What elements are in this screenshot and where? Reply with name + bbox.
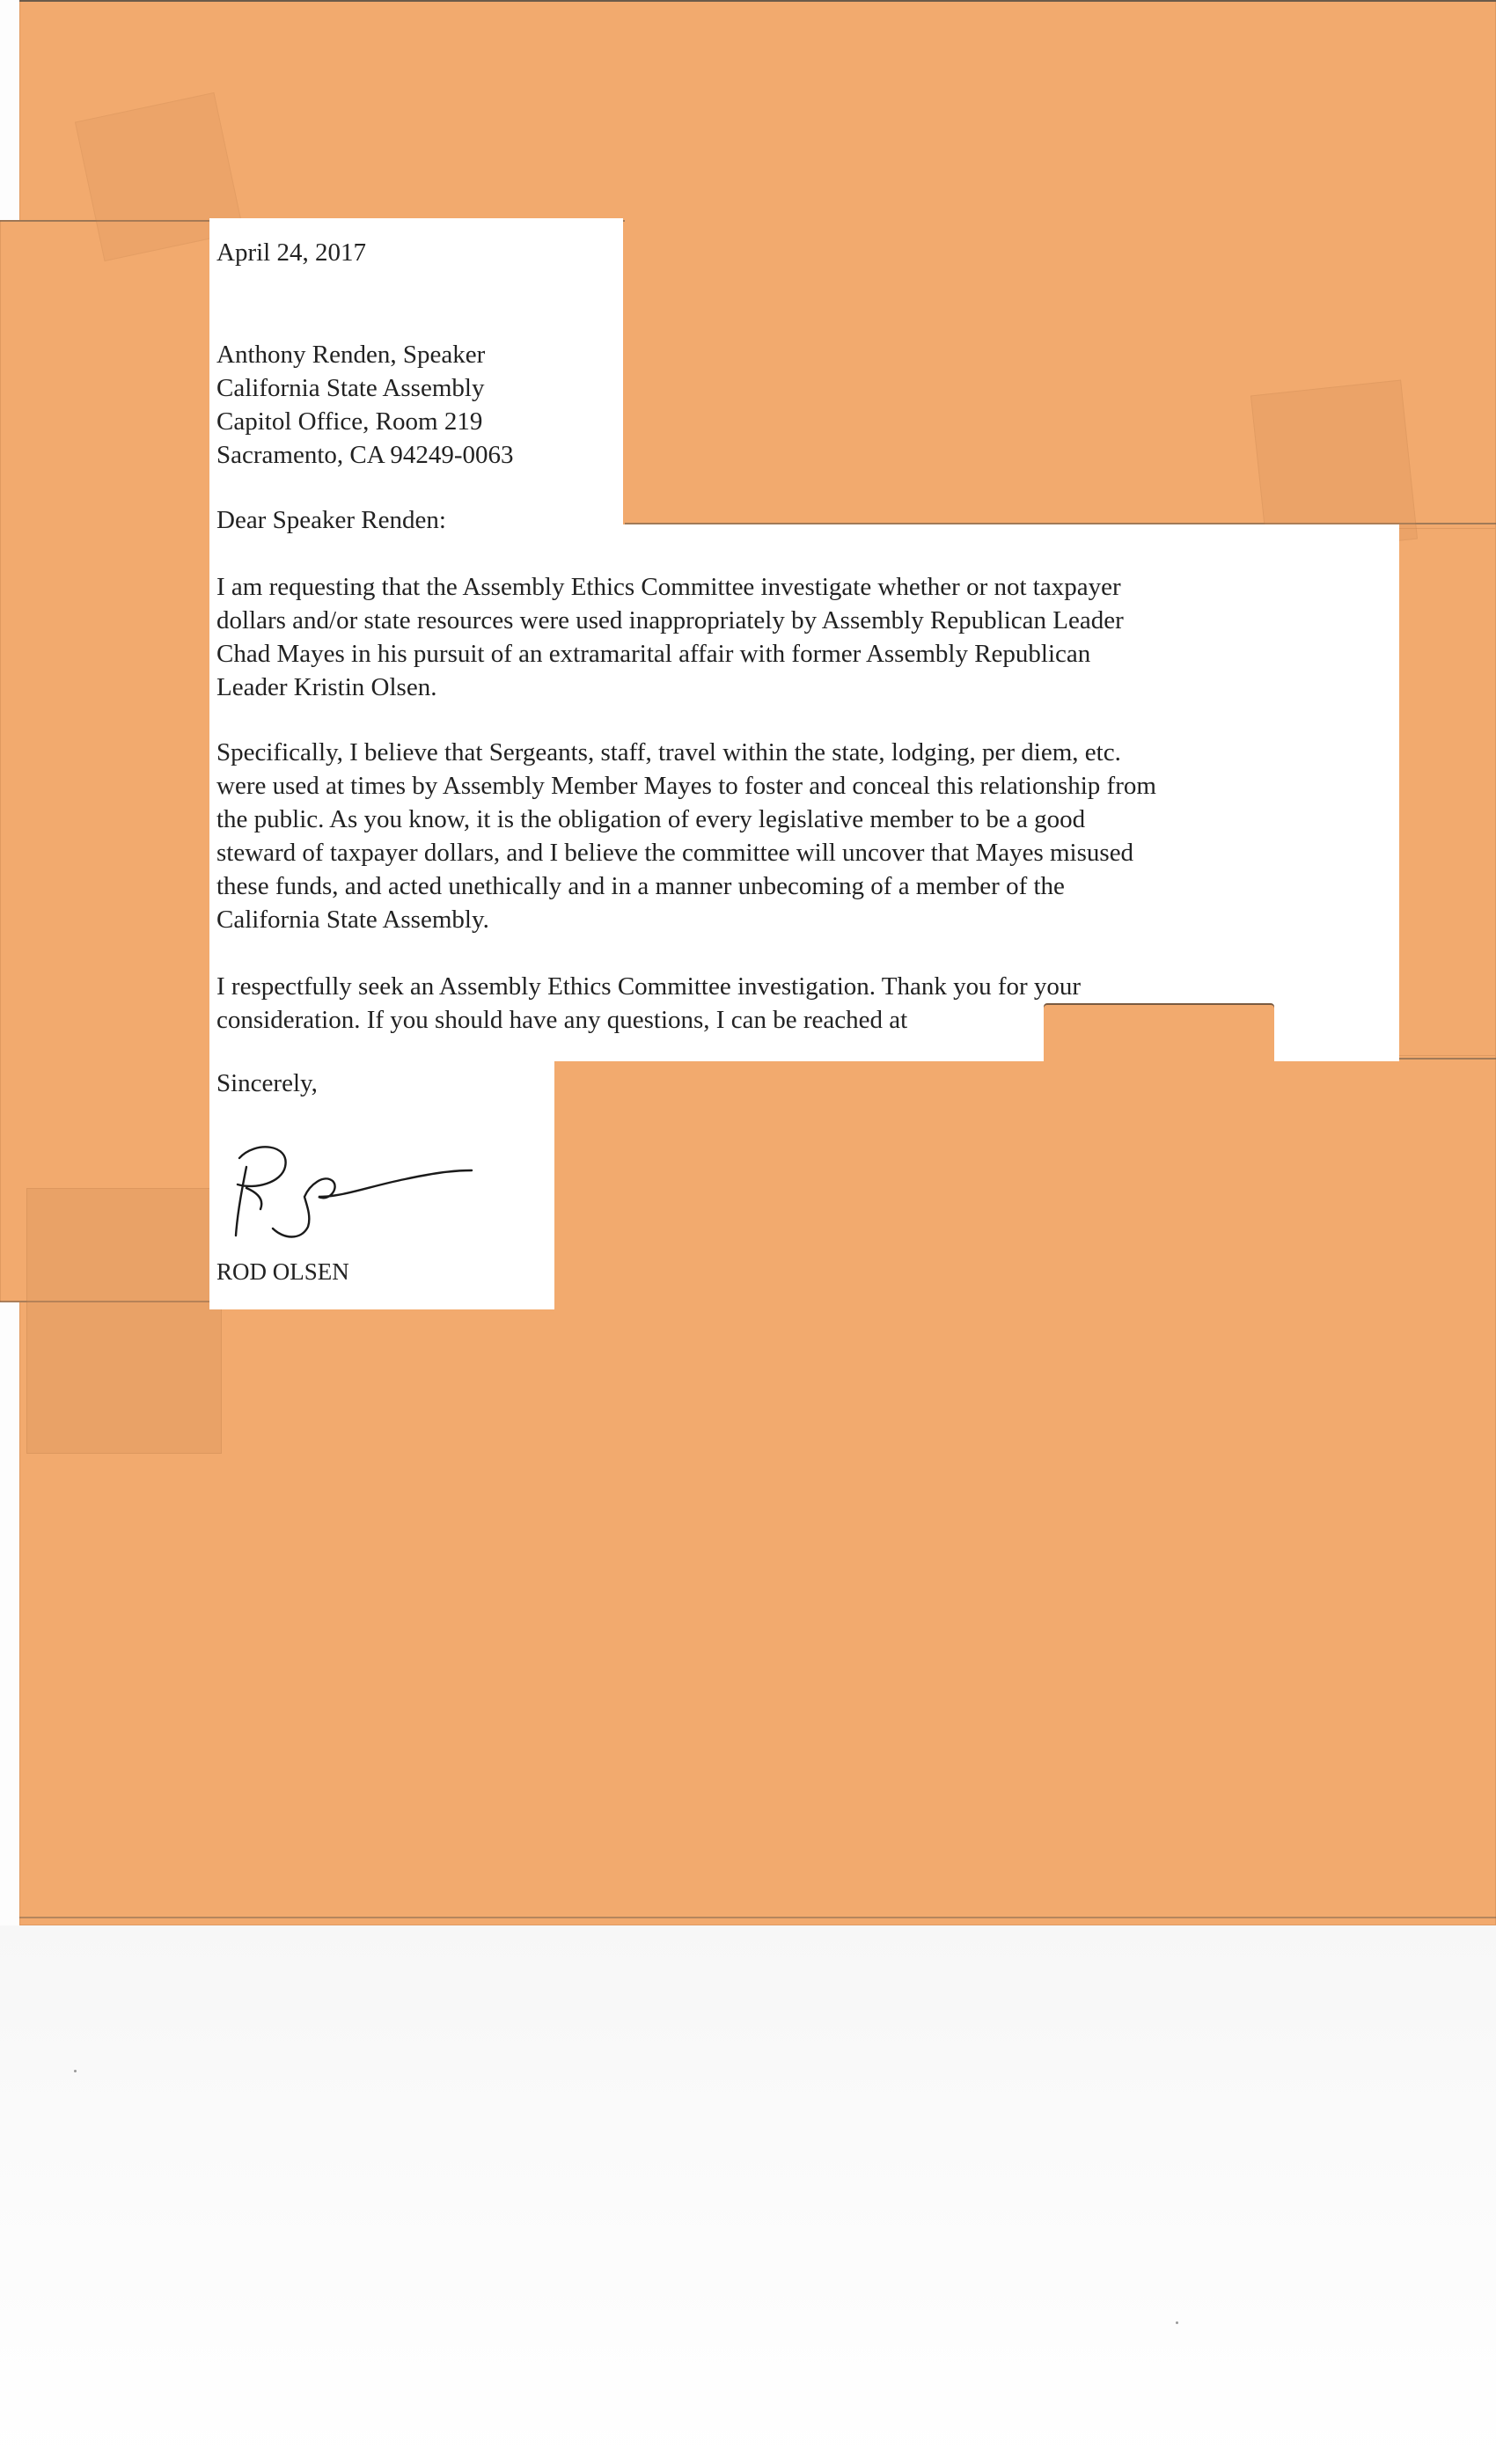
paragraph-line: consideration. If you should have any questions, I can be reached at (216, 1006, 908, 1034)
folder-top-edge (19, 0, 1496, 2)
dust-speck (74, 2070, 77, 2072)
paragraph-2 (216, 736, 1156, 936)
paragraph-line: these funds, and acted unethically and in a manner unbecoming of a member of the (216, 872, 1065, 900)
scan-background (0, 1925, 1496, 2464)
manila-flap-left (0, 220, 211, 1302)
salutation: Dear Speaker Renden: (216, 506, 446, 534)
letter-date: April 24, 2017 (216, 238, 366, 267)
paragraph-line: steward of taxpayer dollars, and I believe the committee will uncover that Mayes misused (216, 839, 1134, 867)
recipient-org: California State Assembly (216, 374, 485, 402)
signer-name: ROD OLSEN (216, 1258, 349, 1285)
paragraph-line: the public. As you know, it is the obligation of every legislative member to be a good (216, 805, 1086, 833)
recipient-name: Anthony Renden, Speaker (216, 341, 486, 369)
closing: Sincerely, (216, 1069, 318, 1097)
paragraph-3 (216, 970, 1081, 1037)
paragraph-line: I am requesting that the Assembly Ethics Committee investigate whether or not taxpayer (216, 573, 1121, 601)
paragraph-line: Leader Kristin Olsen. (216, 673, 437, 701)
dust-speck (1176, 2321, 1178, 2324)
paragraph-1 (216, 570, 1124, 704)
signature-icon (220, 1132, 484, 1255)
paragraph-line: California State Assembly. (216, 906, 489, 934)
recipient-office: Capitol Office, Room 219 (216, 407, 483, 436)
recipient-city: Sacramento, CA 94249-0063 (216, 441, 514, 469)
paragraph-line: were used at times by Assembly Member Mayes to foster and conceal this relationship from (216, 772, 1156, 800)
folder-bottom-edge (19, 1917, 1496, 1918)
paragraph-line: I respectfully seek an Assembly Ethics Committee investigation. Thank you for your (216, 972, 1082, 1001)
paragraph-line: Chad Mayes in his pursuit of an extramarital affair with former Assembly Republican (216, 640, 1091, 668)
paragraph-line: dollars and/or state resources were used inappropriately by Assembly Republican Leader (216, 606, 1124, 634)
paragraph-line: Specifically, I believe that Sergeants, staff, travel within the state, lodging, per diem, etc. (216, 738, 1121, 766)
manila-flap-right (1397, 528, 1496, 1056)
tape-strip (26, 1188, 222, 1454)
